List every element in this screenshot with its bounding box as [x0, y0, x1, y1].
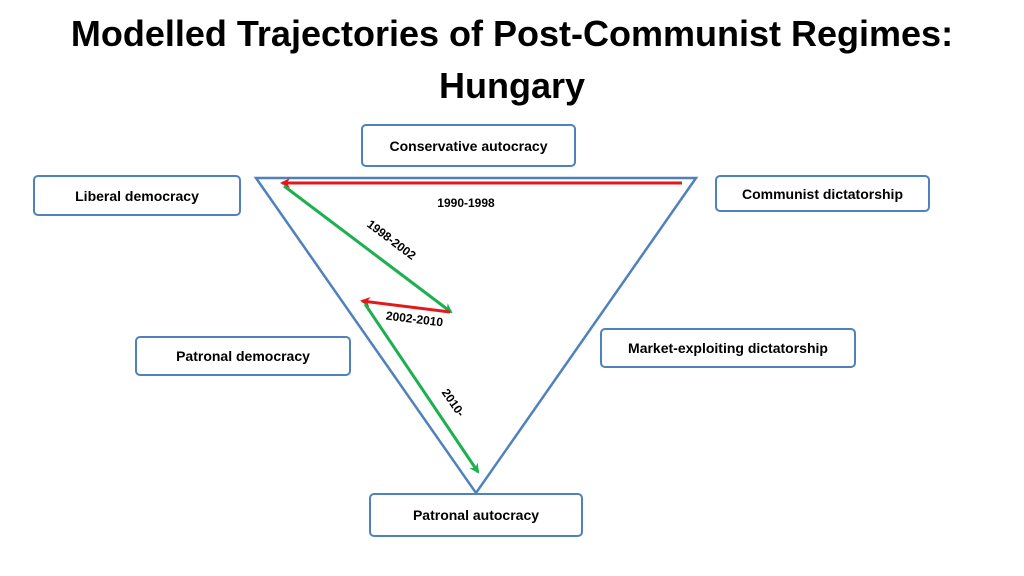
box-conservative-autocracy-label: Conservative autocracy	[389, 137, 548, 154]
box-patronal-autocracy	[369, 493, 583, 537]
box-market-exploiting-dictatorship	[600, 328, 856, 368]
title-line-1: Modelled Trajectories of Post-Communist Regimes:	[70, 13, 954, 54]
period-label-2010: 2010-	[438, 386, 468, 420]
trajectory-1998-2002-arrow	[284, 186, 451, 312]
box-conservative-autocracy	[361, 124, 576, 167]
title-line-2: Hungary	[438, 65, 586, 106]
box-liberal-democracy-label: Liberal democracy	[75, 187, 199, 204]
box-liberal-democracy	[33, 175, 241, 216]
trajectory-2010-arrow	[365, 304, 478, 472]
box-patronal-democracy-label: Patronal democracy	[176, 348, 310, 364]
period-label-1998-2002: 1998-2002	[364, 216, 419, 263]
box-communist-dictatorship-label: Communist dictatorship	[741, 185, 903, 202]
box-communist-dictatorship	[715, 175, 930, 212]
period-label-1990-1998: 1990-1998	[437, 196, 495, 210]
period-label-2002-2010: 2002-2010	[385, 308, 444, 330]
box-patronal-autocracy-label: Patronal autocracy	[412, 507, 540, 523]
box-market-exploiting-dictatorship-label: Market-exploiting dictatorship	[628, 340, 828, 356]
box-patronal-democracy	[135, 336, 351, 376]
